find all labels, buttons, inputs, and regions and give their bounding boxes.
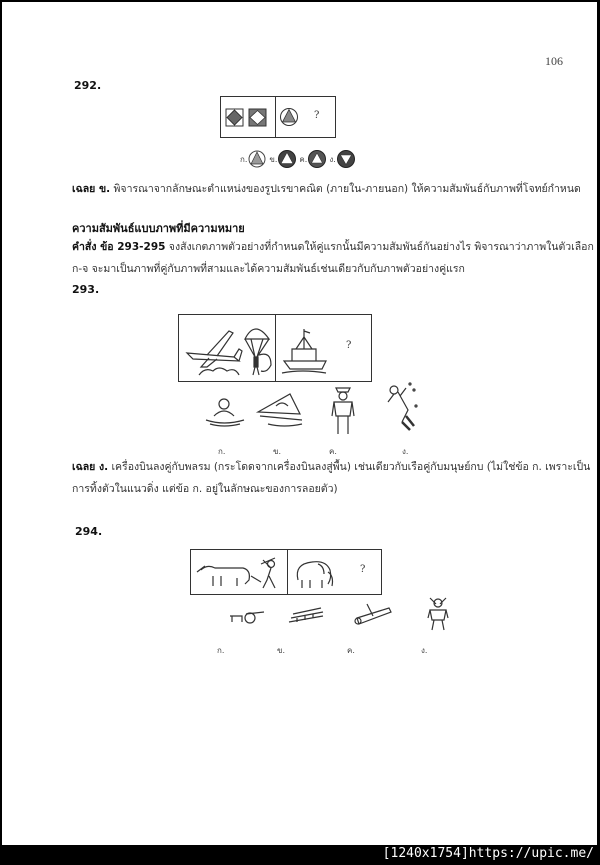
q294-example-pair	[191, 550, 287, 594]
option-label: ง.	[421, 646, 428, 655]
q294-question-figure	[287, 550, 380, 594]
swimmer-icon[interactable]	[202, 394, 248, 430]
option-label: ค.	[299, 154, 308, 164]
image-watermark: [1240x1754]https://upic.me/	[382, 846, 594, 861]
option-label: ข.	[273, 447, 282, 456]
q292-option-b[interactable]	[269, 146, 297, 172]
option-label: ข.	[277, 646, 286, 655]
question-292-number: 292.	[74, 79, 102, 92]
question-mark: ?	[360, 564, 366, 575]
airplane-icon	[187, 331, 242, 375]
answer-label: เฉลย ง.	[72, 461, 109, 473]
option-label: ก.	[218, 447, 226, 456]
q294-options	[228, 600, 468, 634]
q293-options	[202, 386, 422, 436]
ox-cart-icon[interactable]	[228, 606, 268, 626]
page-number: 106	[545, 54, 563, 68]
instruction-line-2: ก-จ จะมาเป็นภาพที่คู่กับภาพที่สามและได้ความสัมพันธ์เช่นเดียวกับกับภาพตัวอย่างคู่แรก	[72, 263, 465, 275]
question-293-number: 293.	[72, 283, 100, 296]
option-label: ง.	[402, 447, 409, 456]
sailor-icon[interactable]	[328, 382, 358, 436]
question-mark: ?	[346, 340, 352, 351]
option-label: ก.	[217, 646, 225, 655]
shaded-square-with-white-diamond-icon	[249, 109, 266, 126]
q292-example-box	[220, 96, 336, 138]
dark-circle-with-white-triangle-icon	[307, 149, 327, 169]
q292-question-figure	[275, 97, 334, 137]
answer-label: เฉลย ข.	[72, 183, 111, 195]
buffalo-plough-icon	[197, 566, 261, 586]
instruction-label: คำสั่ง ข้อ 293-295	[72, 241, 166, 253]
ship-icon	[276, 315, 336, 381]
q292-option-c[interactable]	[299, 146, 327, 172]
section-heading: ความสัมพันธ์แบบภาพที่มีความหมาย	[72, 222, 245, 235]
sailboat-icon[interactable]	[254, 386, 308, 432]
log-raft-icon[interactable]	[285, 604, 327, 626]
q293-answer-line-1: เฉลย ง. เครื่องบินลงคู่กับพลรม (กระโดดจากเครื่องบินลงสู่พื้น) เช่นเดียวกับเรือคู่กับมนุษย์กบ (ไม่ใช่ข้อ ก. เพราะเป็น	[72, 461, 591, 473]
q293-question-figure	[275, 315, 370, 381]
q293-answer-line-2: การทิ้งตัวในแนวดิ่ง แต่ข้อ ก. อยู่ในลักษณะของการลอยตัว)	[72, 483, 338, 495]
q292-option-a[interactable]	[240, 146, 267, 172]
option-label: ค.	[347, 646, 355, 655]
warrior-icon[interactable]	[424, 596, 452, 632]
dark-circle-with-inverted-white-triangle-icon	[336, 149, 356, 169]
diver-icon[interactable]	[380, 378, 420, 434]
elephant-icon	[288, 550, 342, 594]
q294-example-box	[190, 549, 382, 595]
option-label: ค.	[329, 447, 337, 456]
dark-circle-with-white-triangle-icon	[277, 149, 297, 169]
parachutist-icon	[245, 329, 271, 375]
q292-example-pair	[221, 97, 275, 137]
option-label: ง.	[329, 154, 336, 164]
document-page	[2, 2, 597, 845]
q292-option-d[interactable]	[329, 146, 355, 172]
log-icon[interactable]	[353, 600, 393, 628]
q293-example-pair	[179, 315, 275, 381]
farmer-icon	[261, 558, 275, 588]
instruction-line-1: คำสั่ง ข้อ 293-295 จงสังเกตภาพตัวอย่างที่กำหนดให้คู่แรกนั้นมีความสัมพันธ์กันอย่างไร พิจารณาว่าภาพในตัวเลือก	[72, 241, 594, 253]
answer-text: พิจารณาจากลักษณะตำแหน่งของรูปเรขาคณิต (ภายใน-ภายนอก) ให้ความสัมพันธ์กับภาพที่โจทย์กำหนด	[110, 183, 581, 195]
question-294-number: 294.	[75, 525, 103, 538]
q292-options	[240, 146, 370, 172]
option-label: ข.	[269, 154, 278, 164]
option-label: ก.	[240, 154, 248, 164]
q293-example-box	[178, 314, 372, 382]
circle-with-shaded-triangle-icon	[247, 149, 267, 169]
square-with-shaded-diamond-icon	[226, 109, 243, 126]
question-mark: ?	[314, 110, 320, 121]
circle-with-shaded-triangle-icon	[276, 97, 334, 137]
q292-answer	[72, 181, 581, 197]
